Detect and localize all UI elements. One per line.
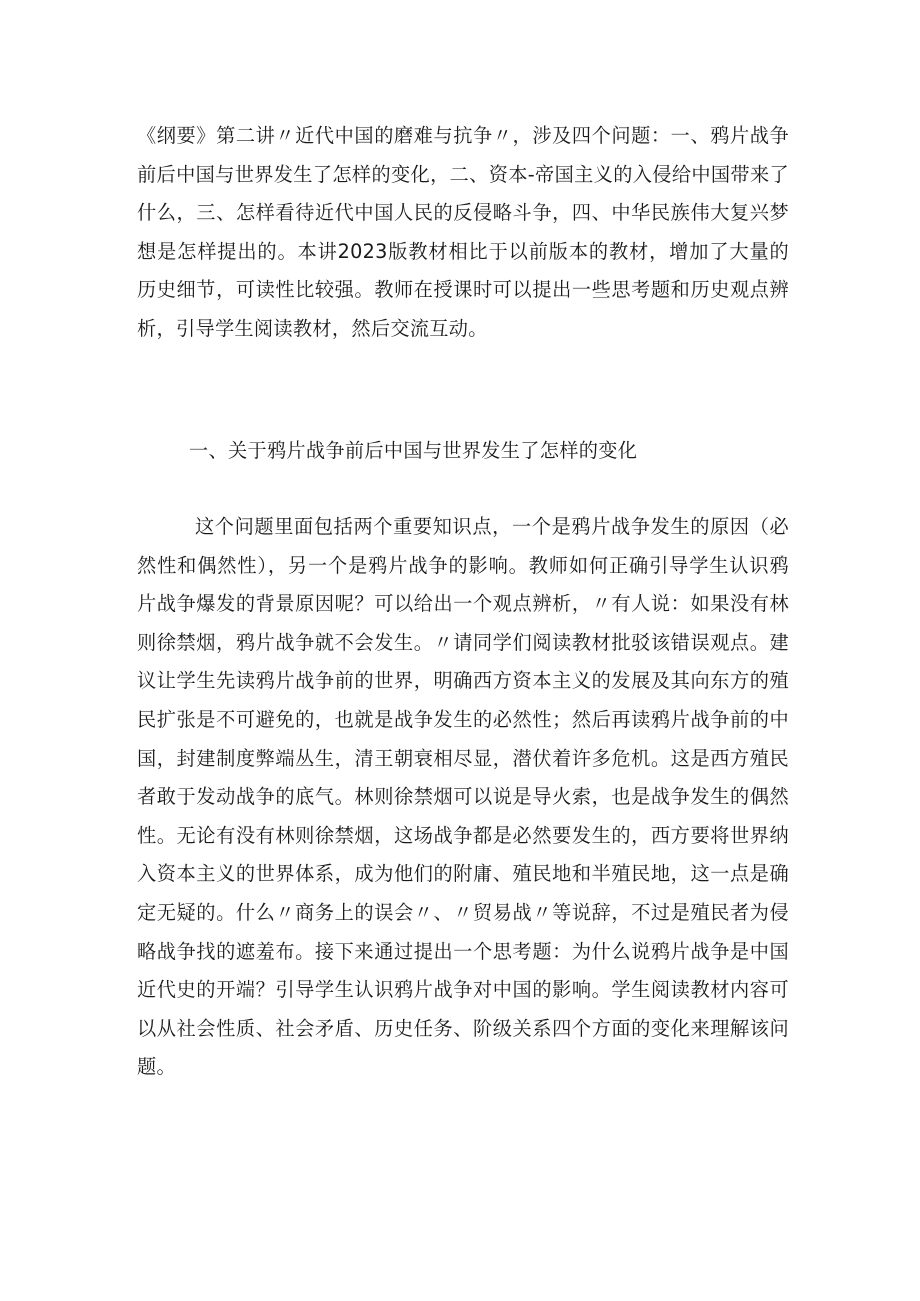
- intro-paragraph: 《纲要》第二讲〃近代中国的磨难与抗争〃，涉及四个问题：一、鸦片战争前后中国与世界发生了怎样的变化，二、资本-帝国主义的入侵给中国带来了什么，三、怎样看待近代中国人民的反侵略斗争，四、中华民族伟大复兴梦想是怎样提出的。本讲2023版教材相比于以前版本的教材，增加了大量的历史细节，可读性比较强。教师在授课时可以提出一些思考题和历史观点辨析，引导学生阅读教材，然后交流互动。: [137, 124, 789, 340]
- body-paragraph: 这个问题里面包括两个重要知识点，一个是鸦片战争发生的原因（必然性和偶然性），另一个是鸦片战争的影响。教师如何正确引导学生认识鸦片战争爆发的背景原因呢？可以给出一个观点辨析，〃有人说：如果没有林则徐禁烟，鸦片战争就不会发生。〃请同学们阅读教材批驳该错误观点。建议让学生先读鸦片战争前的世界，明确西方资本主义的发展及其向东方的殖民扩张是不可避免的，也就是战争发生的必然性；然后再读鸦片战争前的中国，封建制度弊端丛生，清王朝衰相尽显，潜伏着许多危机。这是西方殖民者敢于发动战争的底气。林则徐禁烟可以说是导火索，也是战争发生的偶然性。无论有没有林则徐禁烟，这场战争都是必然要发生的，西方要将世界纳入资本主义的世界体系，成为他们的附庸、殖民地和半殖民地，这一点是确定无疑的。什么〃商务上的误会〃、〃贸易战〃等说辞，不过是殖民者为侵略战争找的遮羞布。接下来通过提出一个思考题：为什么说鸦片战争是中国近代史的开端？引导学生认识鸦片战争对中国的影响。学生阅读教材内容可以从社会性质、社会矛盾、历史任务、阶级关系四个方面的变化来理解该问题。: [137, 515, 789, 1079]
- section-heading: 一、关于鸦片战争前后中国与世界发生了怎样的变化: [189, 439, 638, 462]
